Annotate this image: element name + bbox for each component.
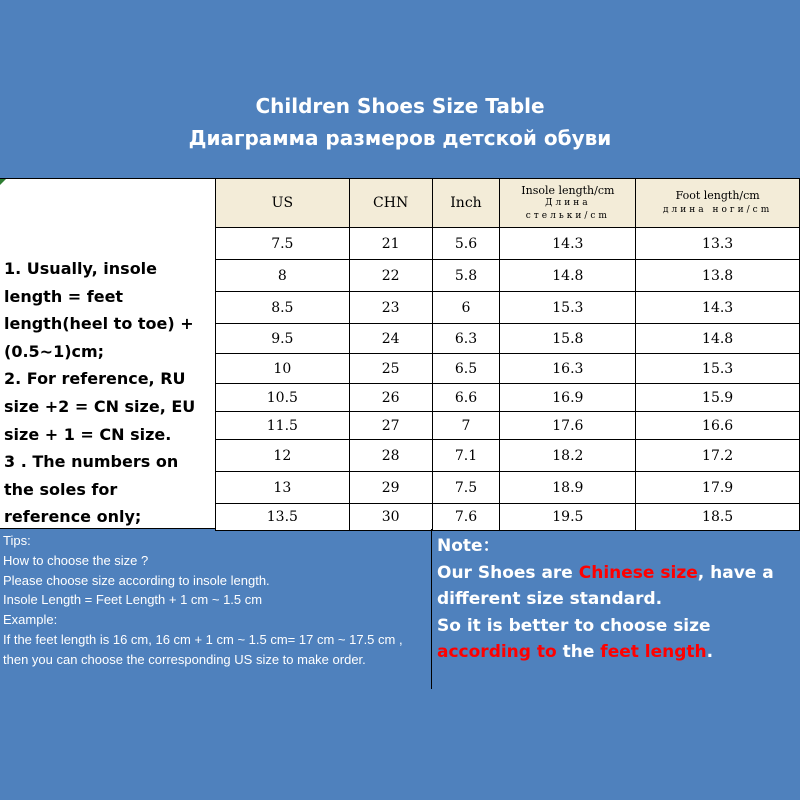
tips-line: Insole Length = Feet Length + 1 cm ~ 1.5 cm: [3, 592, 263, 608]
column-header-insole-ru: Длина стельки/cm: [525, 197, 610, 221]
note-line-4: [437, 639, 797, 666]
page-subtitle-russian: Диаграмма размеров детской обуви: [188, 126, 612, 150]
table-row: [216, 354, 800, 384]
tips-line: Example:: [3, 612, 58, 628]
inch-cell: 6.5: [432, 354, 500, 384]
foot-cell: 16.6: [636, 412, 800, 440]
insole-cell: 18.2: [500, 440, 636, 472]
foot-cell: 14.8: [636, 324, 800, 354]
usage-notes: [4, 255, 216, 531]
column-header-insole: [500, 179, 636, 228]
inch-cell: 7.5: [432, 472, 500, 504]
us-cell: 13.5: [216, 504, 350, 531]
note-highlight: Chinese size: [578, 562, 698, 583]
note-text: , have a: [697, 562, 774, 583]
note-line: length = feet: [4, 286, 124, 306]
chn-cell: 25: [349, 354, 432, 384]
note-line-3: So it is better to choose size: [437, 615, 711, 636]
size-table: [215, 178, 800, 531]
note-line: reference only;: [4, 507, 142, 527]
chn-cell: 26: [349, 384, 432, 412]
insole-cell: 19.5: [500, 504, 636, 531]
inch-cell: 7: [432, 412, 500, 440]
inch-cell: 6.3: [432, 324, 500, 354]
chn-cell: 27: [349, 412, 432, 440]
tips-line: How to choose the size ?: [3, 552, 149, 568]
table-row: [216, 440, 800, 472]
foot-cell: 17.2: [636, 440, 800, 472]
page-title: Children Shoes Size Table: [255, 94, 545, 118]
size-chart-panel: [0, 178, 800, 529]
chn-cell: 21: [349, 228, 432, 260]
inch-cell: 7.1: [432, 440, 500, 472]
us-cell: 8.5: [216, 292, 350, 324]
column-header-insole-en: Insole length/cm: [521, 183, 615, 197]
note-heading: Note：: [437, 536, 500, 556]
chn-cell: 29: [349, 472, 432, 504]
note-line: 2. For reference, RU: [4, 369, 186, 389]
note-highlight: according to: [437, 642, 557, 662]
table-row: [216, 504, 800, 531]
note-highlight: feet length: [600, 642, 707, 662]
us-cell: 10: [216, 354, 350, 384]
insole-cell: 16.3: [500, 354, 636, 384]
inch-cell: 5.6: [432, 228, 500, 260]
insole-cell: 14.8: [500, 260, 636, 292]
size-table-body: [216, 228, 800, 531]
column-header-foot-en: Foot length/cm: [675, 189, 760, 202]
chn-cell: 30: [349, 504, 432, 531]
insole-cell: 14.3: [500, 228, 636, 260]
note-line-2: different size standard.: [437, 589, 663, 609]
insole-cell: 18.9: [500, 472, 636, 504]
note-line: size + 1 = CN size.: [4, 424, 172, 444]
column-header-us: US: [216, 179, 350, 228]
note-line: length(heel to toe) +: [4, 314, 194, 334]
insole-cell: 15.3: [500, 292, 636, 324]
inch-cell: 6: [432, 292, 500, 324]
foot-cell: 13.3: [636, 228, 800, 260]
tips-heading: Tips:: [3, 533, 31, 548]
insole-cell: 15.8: [500, 324, 636, 354]
foot-cell: 15.9: [636, 384, 800, 412]
note-line-1: [437, 560, 797, 587]
inch-cell: 5.8: [432, 260, 500, 292]
note-line: the soles for: [4, 479, 118, 499]
table-row: [216, 472, 800, 504]
note-section: [437, 533, 797, 666]
note-text: .: [706, 642, 714, 662]
chn-cell: 28: [349, 440, 432, 472]
column-header-foot: [636, 179, 800, 228]
us-cell: 8: [216, 260, 350, 292]
table-row: [216, 260, 800, 292]
foot-cell: 17.9: [636, 472, 800, 504]
chn-cell: 24: [349, 324, 432, 354]
chn-cell: 23: [349, 292, 432, 324]
foot-cell: 15.3: [636, 354, 800, 384]
tips-section: [0, 529, 432, 689]
foot-cell: 18.5: [636, 504, 800, 531]
us-cell: 11.5: [216, 412, 350, 440]
note-line: (0.5~1)cm;: [4, 341, 105, 361]
column-header-foot-ru: длина ноги/cm: [663, 205, 773, 215]
note-text: the: [556, 642, 601, 662]
note-text: Our Shoes are: [437, 562, 579, 583]
table-header-row: [216, 179, 800, 228]
foot-cell: 13.8: [636, 260, 800, 292]
us-cell: 13: [216, 472, 350, 504]
us-cell: 9.5: [216, 324, 350, 354]
column-header-inch: Inch: [432, 179, 500, 228]
note-line: 3 . The numbers on: [4, 452, 179, 472]
chn-cell: 22: [349, 260, 432, 292]
insole-cell: 16.9: [500, 384, 636, 412]
tips-line: If the feet length is 16 cm, 16 cm + 1 cm ~ 1.5 cm= 17 cm ~ 17.5 cm , then you can choose the corresponding US size to make order.: [3, 631, 403, 667]
inch-cell: 6.6: [432, 384, 500, 412]
us-cell: 12: [216, 440, 350, 472]
foot-cell: 14.3: [636, 292, 800, 324]
us-cell: 10.5: [216, 384, 350, 412]
us-cell: 7.5: [216, 228, 350, 260]
column-header-chn: CHN: [349, 179, 432, 228]
table-row: [216, 228, 800, 260]
table-row: [216, 324, 800, 354]
inch-cell: 7.6: [432, 504, 500, 531]
table-row: [216, 292, 800, 324]
note-line: 1. Usually, insole: [4, 259, 158, 278]
insole-cell: 17.6: [500, 412, 636, 440]
table-row: [216, 412, 800, 440]
corner-marker: [0, 179, 6, 185]
note-line: size +2 = CN size, EU: [4, 396, 196, 416]
table-row: [216, 384, 800, 412]
tips-line: Please choose size according to insole length.: [3, 572, 270, 588]
